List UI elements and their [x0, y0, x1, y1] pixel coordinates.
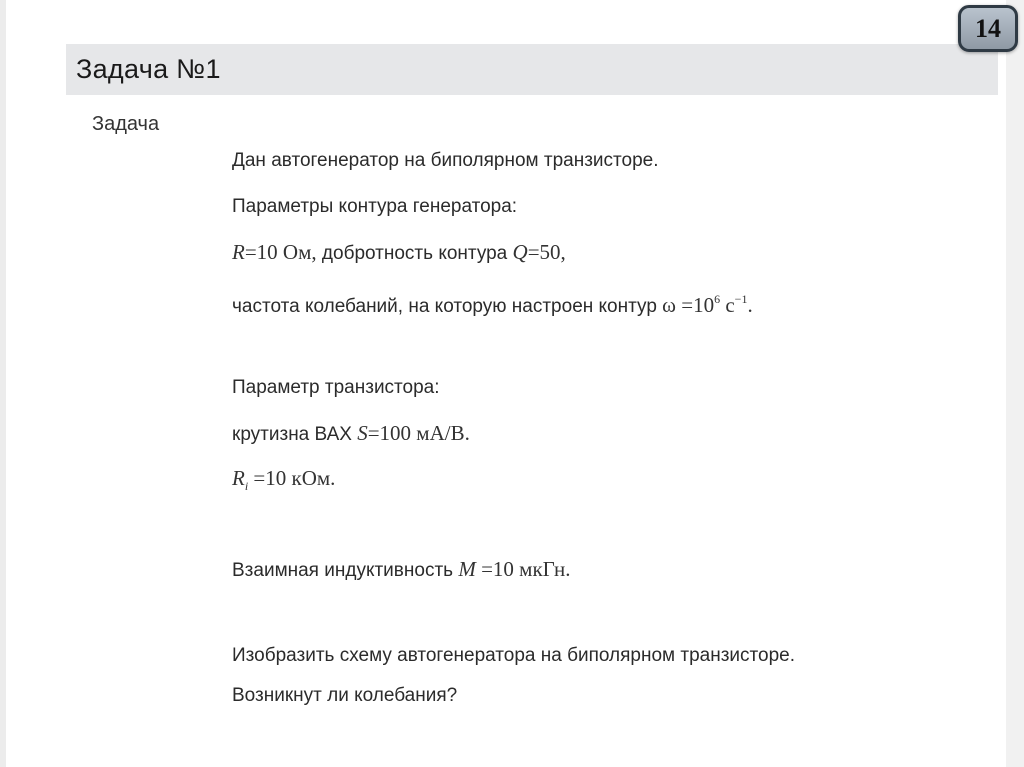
- resistance-quality-line: [232, 240, 566, 265]
- frequency-label: частота колебаний, на которую настроен контур: [232, 296, 663, 317]
- circuit-params-heading: Параметры контура генератора:: [232, 196, 518, 217]
- intro-line: Дан автогенератор на биполярном транзисторе.: [232, 150, 659, 171]
- slide-left-edge: [0, 0, 6, 767]
- mutual-inductance-line: [232, 557, 571, 582]
- ri-value: =10 кОм.: [248, 466, 336, 490]
- s-variable: S: [357, 421, 368, 445]
- s-value: =100 мА/В.: [367, 421, 470, 445]
- m-value: =10 мкГн.: [475, 557, 571, 581]
- r-value: =10 Ом,: [244, 240, 317, 264]
- task-line-2: Возникнут ли колебания?: [232, 685, 458, 706]
- frequency-line: [232, 292, 753, 318]
- section-label: Задача: [92, 113, 160, 135]
- transistor-heading: Параметр транзистора:: [232, 377, 440, 398]
- ri-variable: R: [232, 466, 245, 490]
- internal-resistance-line: [232, 466, 335, 494]
- omega-exponent: 6: [714, 292, 721, 306]
- page-number-badge: 14: [958, 5, 1018, 52]
- m-variable: M: [458, 557, 476, 581]
- slide-right-edge: [1006, 0, 1024, 767]
- omega-unit: с: [720, 293, 735, 317]
- slope-label: крутизна ВАХ: [232, 424, 358, 445]
- omega-end: .: [747, 293, 753, 317]
- q-variable: Q: [512, 240, 528, 264]
- r-variable: R: [232, 240, 245, 264]
- title-bar: [66, 44, 998, 95]
- slope-line: [232, 421, 470, 446]
- omega-lhs: ω =10: [662, 293, 715, 317]
- mutual-inductance-label: Взаимная индуктивность: [232, 560, 459, 581]
- q-label: добротность контура: [316, 243, 513, 264]
- slide-title: Задача №1: [76, 54, 221, 84]
- omega-unit-exponent: −1: [734, 292, 748, 306]
- task-line-1: Изобразить схему автогенератора на биполярном транзисторе.: [232, 645, 795, 666]
- ri-subscript: i: [244, 479, 249, 493]
- q-value: =50,: [527, 240, 566, 264]
